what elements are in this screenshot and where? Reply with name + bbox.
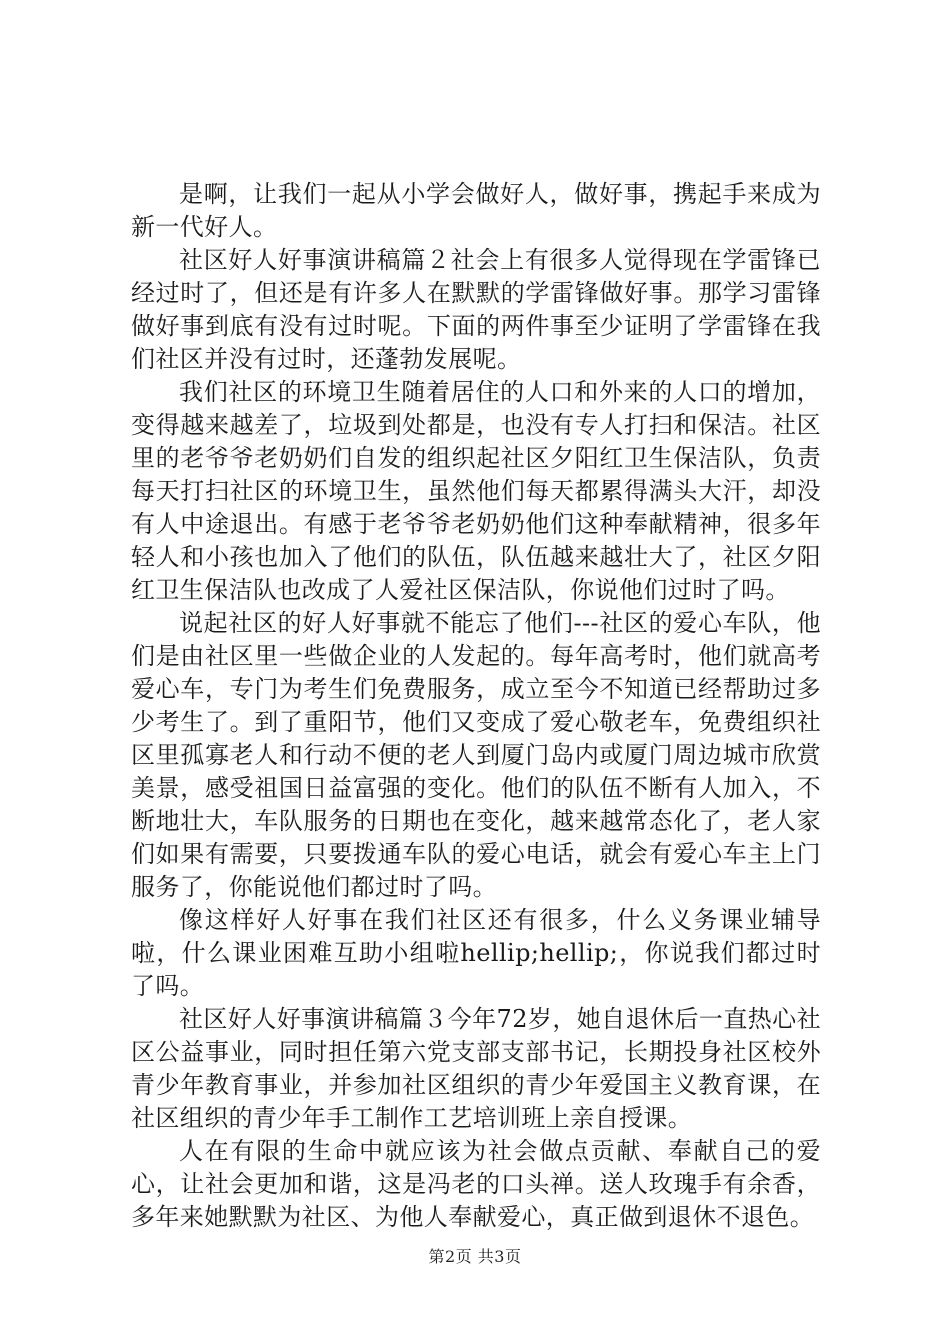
paragraph: 社区好人好事演讲稿篇３今年72岁，她自退休后一直热心社区公益事业，同时担任第六党支部支部书记，长期投身社区校外青少年教育事业，并参加社区组织的青少年爱国主义教育课，在社区组织的青少年手工制作工艺培训班上亲自授课。 xyxy=(131,1005,821,1132)
paragraph: 人在有限的生命中就应该为社会做点贡献、奉献自己的爱心，让社会更加和谐，这是冯老的口头禅。送人玫瑰手有余香，多年来她默默为社区、为他人奉献爱心，真正做到退休不退色。 xyxy=(131,1137,821,1231)
document-body xyxy=(131,178,821,1234)
paragraph: 我们社区的环境卫生随着居住的人口和外来的人口的增加，变得越来越差了，垃圾到处都是，也没有专人打扫和保洁。社区里的老爷爷老奶奶们自发的组织起社区夕阳红卫生保洁队，负责每天打扫社区的环境卫生，虽然他们每天都累得满头大汗，却没有人中途退出。有感于老爷爷老奶奶他们这种奉献精神，很多年轻人和小孩也加入了他们的队伍，队伍越来越壮大了，社区夕阳红卫生保洁队也改成了人爱社区保洁队，你说他们过时了吗。 xyxy=(131,378,821,604)
paragraph: 说起社区的好人好事就不能忘了他们---社区的爱心车队，他们是由社区里一些做企业的人发起的。每年高考时，他们就高考爱心车，专门为考生们免费服务，成立至今不知道已经帮助过多少考生了。到了重阳节，他们又变成了爱心敬老车，免费组织社区里孤寡老人和行动不便的老人到厦门岛内或厦门周边城市欣赏美景，感受祖国日益富强的变化。他们的队伍不断有人加入，不断地壮大，车队服务的日期也在变化，越来越常态化了，老人家们如果有需要，只要拨通车队的爱心电话，就会有爱心车主上门服务了，你能说他们都过时了吗。 xyxy=(131,609,821,901)
paragraph: 像这样好人好事在我们社区还有很多，什么义务课业辅导啦，什么课业困难互助小组啦hellip;hellip;，你说我们都过时了吗。 xyxy=(131,906,821,1000)
paragraph: 社区好人好事演讲稿篇２社会上有很多人觉得现在学雷锋已经过时了，但还是有许多人在默默的学雷锋做好事。那学习雷锋做好事到底有没有过时呢。下面的两件事至少证明了学雷锋在我们社区并没有过时，还蓬勃发展呢。 xyxy=(131,246,821,373)
page-footer: 第2页 共3页 xyxy=(428,1247,522,1266)
paragraph: 是啊，让我们一起从小学会做好人，做好事，携起手来成为新一代好人。 xyxy=(131,180,821,241)
